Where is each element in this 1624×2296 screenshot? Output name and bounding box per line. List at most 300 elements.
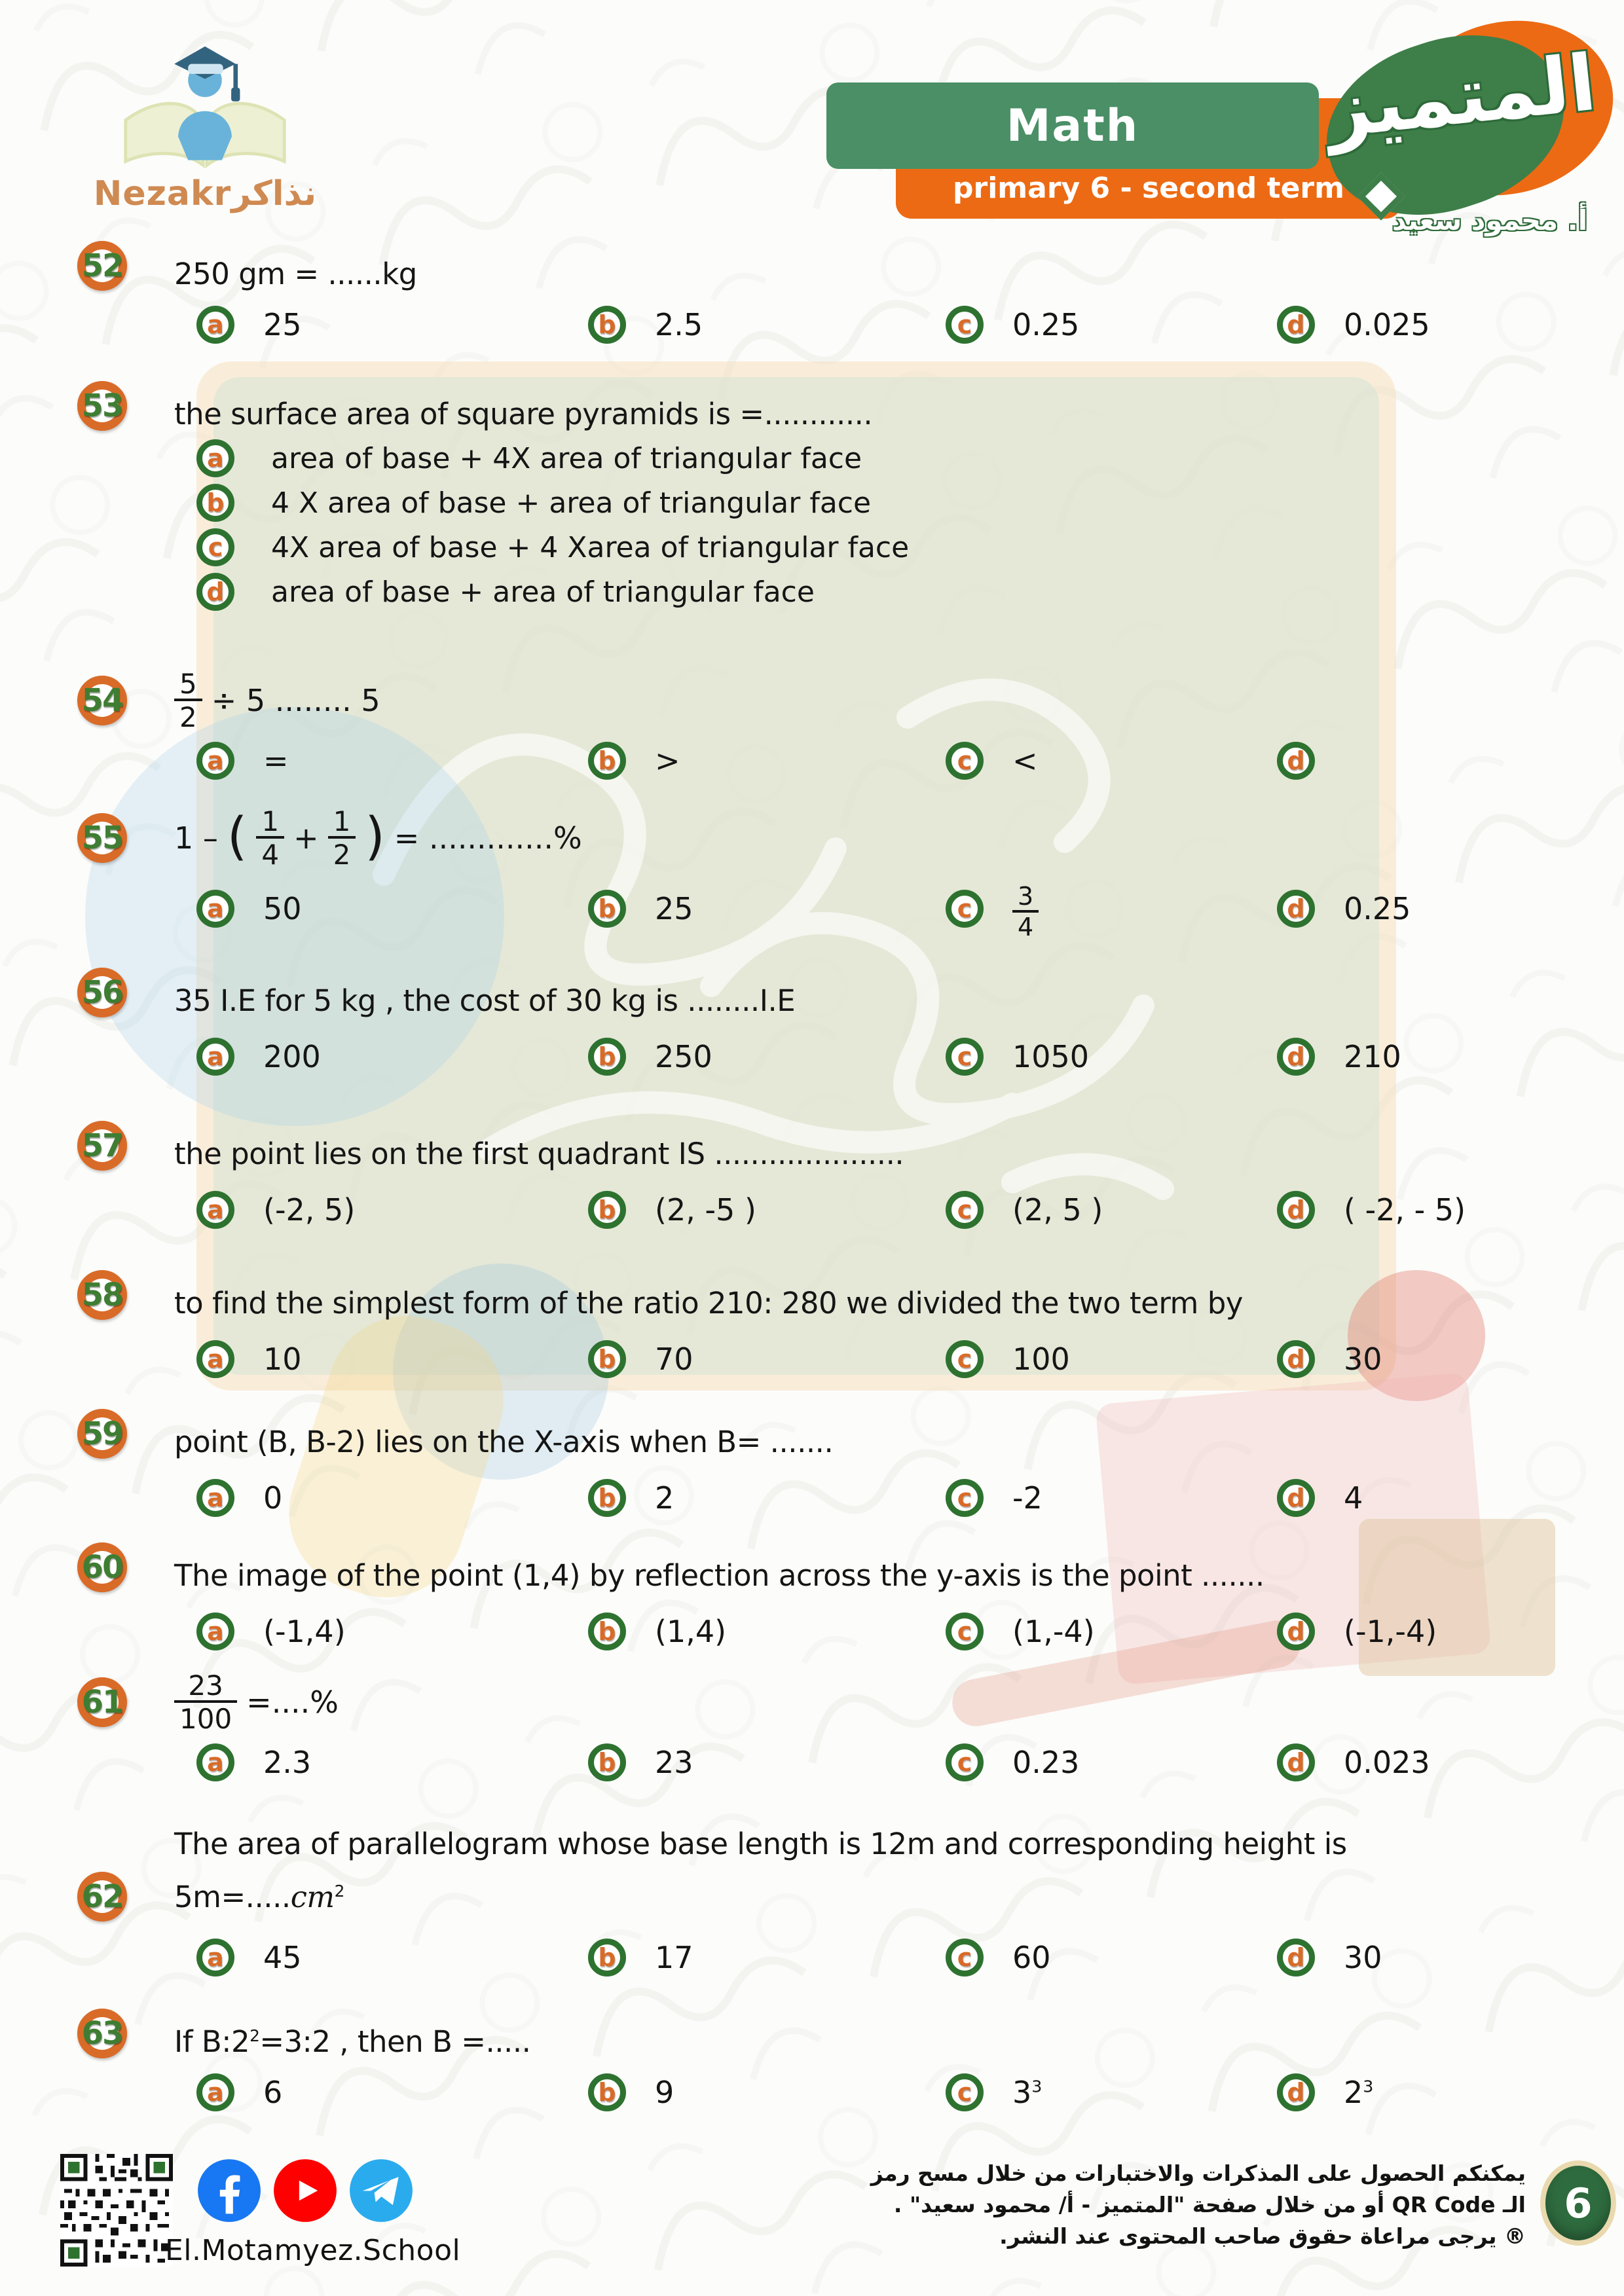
option-letter-badge: [1277, 1939, 1315, 1977]
question-text: point (B, B-2) lies on the X-axis when B= .......: [174, 1425, 834, 1459]
option-letter-badge: [1277, 1479, 1315, 1517]
option-letter-badge: [946, 1613, 984, 1650]
option-a[interactable]: [196, 1939, 588, 1977]
option-letter: a: [207, 746, 224, 775]
option-letter-badge: [588, 306, 626, 344]
option-value: (2, 5 ): [1012, 1192, 1103, 1228]
question-number: 59: [81, 1415, 123, 1452]
option-d[interactable]: [1277, 1038, 1583, 1076]
option-letter-badge: [196, 1479, 234, 1517]
footer-note-line: الـ QR Code أو من خلال صفحة "المتميز - أ/ محمود سعيد" .: [893, 2191, 1526, 2217]
option-letter-badge: [588, 742, 626, 780]
option-d[interactable]: [1277, 1613, 1583, 1650]
expression-text: 1 –: [174, 820, 218, 856]
option-letter: b: [206, 488, 225, 517]
expression-text: 5m=.....: [174, 1879, 291, 1914]
option-value: area of base + area of triangular face: [271, 575, 815, 609]
option-letter: b: [598, 310, 616, 339]
question-number-badge: [77, 2009, 127, 2058]
option-d[interactable]: [1277, 306, 1583, 344]
option-letter: b: [598, 1042, 616, 1071]
options-row: [196, 2073, 1583, 2111]
option-letter: c: [957, 1345, 972, 1374]
option-c[interactable]: [946, 1613, 1277, 1650]
question-expression: [174, 1671, 339, 1734]
option-letter: d: [1287, 1747, 1305, 1777]
option-value: 9: [655, 2075, 674, 2110]
question-text: 250 gm = ......kg: [174, 257, 417, 291]
option-value: 100: [1012, 1341, 1070, 1377]
option-value: (-1,4): [263, 1614, 346, 1649]
option-letter-badge: [946, 742, 984, 780]
youtube-icon[interactable]: [272, 2158, 338, 2223]
option-letter-badge: [588, 1939, 626, 1977]
option-c[interactable]: [946, 1743, 1277, 1781]
option-b[interactable]: [588, 1613, 946, 1650]
option-c[interactable]: [946, 1939, 1277, 1977]
option-value: =: [263, 742, 289, 778]
option-letter: b: [598, 1195, 616, 1224]
option-letter: c: [957, 310, 972, 339]
question-number: 54: [81, 682, 123, 720]
option-letter: a: [207, 1617, 224, 1646]
option-a[interactable]: [196, 1743, 588, 1781]
option-letter-badge: [946, 1479, 984, 1517]
question-56: [77, 968, 1583, 1076]
options-row: [196, 1743, 1583, 1781]
options-row: [196, 1479, 1583, 1517]
social-icons: [196, 2158, 414, 2223]
brand-ar: نذاكر: [231, 174, 317, 213]
expression-text: = .............%: [394, 820, 582, 856]
option-letter: a: [207, 2078, 224, 2107]
option-a[interactable]: [196, 439, 1583, 477]
option-letter: b: [598, 1617, 616, 1646]
option-value: (1,4): [655, 1614, 727, 1649]
page-number: 6: [1564, 2179, 1593, 2227]
option-value: 17: [655, 1940, 693, 1975]
option-letter: c: [208, 533, 223, 562]
option-value: 0.23: [1012, 1744, 1080, 1780]
option-letter-badge: [196, 890, 234, 928]
option-d[interactable]: [1277, 890, 1583, 928]
option-letter: c: [957, 1747, 972, 1777]
motamyez-logo: [1313, 4, 1624, 246]
question-63: [77, 2009, 1583, 2111]
option-value: 2.3: [263, 1744, 312, 1780]
question-expression: [174, 669, 380, 733]
option-letter-badge: [946, 1340, 984, 1378]
option-value: (-1,-4): [1344, 1614, 1437, 1649]
fraction: [328, 807, 356, 870]
option-letter: c: [957, 1943, 972, 1972]
fraction: [1012, 883, 1039, 941]
option-letter: c: [957, 746, 972, 775]
option-letter-badge: [588, 890, 626, 928]
option-c[interactable]: [946, 1191, 1277, 1229]
footer-note-line: ® يرجى مراعاة حقوق صاحب المحتوى عند النشر.: [999, 2223, 1526, 2249]
facebook-icon[interactable]: [196, 2158, 262, 2223]
option-d[interactable]: [1277, 1939, 1583, 1977]
question-number: 60: [81, 1549, 123, 1586]
close-paren: ): [365, 807, 385, 867]
options-row: [196, 306, 1583, 344]
exponent: 3: [1363, 2077, 1374, 2096]
option-letter: d: [1287, 1042, 1305, 1071]
option-letter: d: [1287, 1195, 1305, 1224]
option-a[interactable]: [196, 1191, 588, 1229]
option-c[interactable]: [946, 742, 1277, 780]
option-value: 0.023: [1344, 1744, 1430, 1780]
term-label: primary 6 - second term: [953, 172, 1344, 205]
question-number-badge: [77, 676, 127, 725]
option-letter: b: [598, 894, 616, 923]
school-handle[interactable]: El.Motamyez.School: [165, 2234, 461, 2267]
option-letter: c: [957, 894, 972, 923]
option-b[interactable]: [588, 890, 946, 928]
fraction: [174, 669, 202, 733]
option-letter-badge: [946, 890, 984, 928]
option-letter: b: [598, 1747, 616, 1777]
exponent: 2: [249, 2026, 260, 2045]
option-letter-badge: [588, 2073, 626, 2111]
footer-note: [707, 2158, 1526, 2252]
option-letter: d: [1287, 1617, 1305, 1646]
question-58: [77, 1270, 1583, 1378]
option-value: 0.025: [1344, 307, 1430, 342]
option-letter: c: [957, 2078, 972, 2107]
option-value: 0: [263, 1480, 283, 1516]
question-number: 55: [81, 820, 123, 857]
option-c[interactable]: [946, 1340, 1277, 1378]
expression-text: If B:2: [174, 2024, 250, 2059]
option-b[interactable]: [588, 1939, 946, 1977]
option-letter: d: [1287, 1943, 1305, 1972]
question-number: 58: [81, 1277, 123, 1313]
option-value: 25: [263, 307, 302, 342]
question-text: 35 I.E for 5 kg , the cost of 30 kg is ........I.E: [174, 983, 796, 1018]
option-letter-badge: [196, 1613, 234, 1650]
option-letter-badge: [1277, 1743, 1315, 1781]
fraction-denominator: 4: [1012, 910, 1039, 941]
fraction-denominator: 2: [328, 836, 356, 869]
option-letter-badge: [196, 528, 234, 566]
question-text: to find the simplest form of the ratio 210: 280 we divided the two term by: [174, 1286, 1243, 1321]
option-letter-badge: [196, 484, 234, 522]
option-letter: a: [207, 310, 224, 339]
page-number-badge: [1540, 2160, 1616, 2246]
options-row: [196, 877, 1583, 941]
option-letter: d: [1287, 746, 1305, 775]
question-number-badge: [77, 1121, 127, 1171]
question-text: The image of the point (1,4) by reflection across the y-axis is the point .......: [174, 1558, 1264, 1593]
option-letter-badge: [588, 1613, 626, 1650]
option-letter: b: [598, 1484, 616, 1512]
option-letter: c: [957, 1484, 972, 1512]
question-57: [77, 1121, 1583, 1229]
base: 3: [1012, 2075, 1032, 2110]
option-letter: c: [957, 1195, 972, 1224]
question-number-badge: [77, 1542, 127, 1592]
logo-title: المتميز: [1321, 37, 1600, 156]
option-value: >: [655, 742, 680, 778]
option-value: 0.25: [1012, 307, 1080, 342]
option-b[interactable]: [588, 742, 946, 780]
option-value: 250: [655, 1039, 712, 1074]
question-expression: [174, 807, 582, 870]
fraction: [174, 1671, 237, 1734]
option-letter-badge: [196, 742, 234, 780]
unit: cm: [290, 1879, 335, 1914]
option-value: 25: [655, 890, 693, 926]
qr-code: [60, 2154, 173, 2267]
option-letter-badge: [946, 1038, 984, 1076]
options-list: [196, 439, 1583, 611]
option-letter: d: [1287, 310, 1305, 339]
option-b[interactable]: [196, 484, 1583, 522]
option-letter: d: [206, 577, 225, 606]
option-letter: a: [207, 1345, 224, 1374]
options-row: [196, 1191, 1583, 1229]
nezakr-logo-text: [84, 174, 326, 213]
fraction-numerator: 5: [179, 668, 197, 700]
option-letter: a: [207, 444, 224, 473]
question-text-line1: The area of parallelogram whose base length is 12m and corresponding height is: [174, 1827, 1347, 1861]
option-value: 45: [263, 1940, 302, 1975]
option-letter: b: [598, 1345, 616, 1374]
option-value: <: [1012, 742, 1038, 778]
option-a[interactable]: [196, 2073, 588, 2111]
option-value: area of base + 4X area of triangular face: [271, 441, 862, 475]
fraction-denominator: 2: [174, 699, 202, 732]
option-b[interactable]: [588, 1340, 946, 1378]
option-d[interactable]: [1277, 1191, 1583, 1229]
option-a[interactable]: [196, 1613, 588, 1650]
option-b[interactable]: [588, 1191, 946, 1229]
option-c[interactable]: [946, 1038, 1277, 1076]
option-letter-badge: [946, 306, 984, 344]
question-number-badge: [77, 1409, 127, 1459]
option-letter: c: [957, 1617, 972, 1646]
subject-banner: [826, 82, 1319, 169]
base: 2: [1344, 2075, 1363, 2110]
expression-text: ÷ 5 ........ 5: [211, 683, 380, 719]
telegram-icon[interactable]: [348, 2158, 414, 2223]
fraction-numerator: 1: [261, 805, 280, 837]
option-value: 4X area of base + 4 Xarea of triangular face: [271, 530, 910, 564]
option-a[interactable]: [196, 306, 588, 344]
option-letter: a: [207, 894, 224, 923]
fraction-denominator: 4: [256, 836, 284, 869]
option-value: 200: [263, 1039, 321, 1074]
question-number-badge: [77, 1270, 127, 1320]
option-value: 6: [263, 2075, 283, 2110]
option-letter: a: [207, 1484, 224, 1512]
option-letter-badge: [196, 1340, 234, 1378]
question-text: the point lies on the first quadrant IS .....................: [174, 1137, 904, 1171]
option-letter: b: [598, 1943, 616, 1972]
option-letter: a: [207, 1747, 224, 1777]
option-value: 2: [655, 1480, 674, 1516]
question-number: 56: [81, 974, 123, 1011]
option-d[interactable]: [196, 573, 1583, 611]
option-value: 10: [263, 1341, 302, 1377]
option-letter-badge: [1277, 742, 1315, 780]
option-letter: b: [598, 2078, 616, 2107]
option-value: 30: [1344, 1341, 1382, 1377]
option-value: ( -2, - 5): [1344, 1192, 1466, 1228]
question-55: [77, 807, 1583, 941]
option-letter-badge: [588, 1479, 626, 1517]
question-number-badge: [77, 1872, 127, 1922]
option-c[interactable]: [946, 306, 1277, 344]
option-value: 30: [1344, 1940, 1382, 1975]
option-letter-badge: [1277, 890, 1315, 928]
nezakr-logo: [84, 31, 326, 213]
option-letter-badge: [196, 1038, 234, 1076]
options-row: [196, 1613, 1583, 1650]
option-value: 2.5: [655, 307, 703, 342]
option-d[interactable]: [1277, 1743, 1583, 1781]
option-c[interactable]: [946, 1479, 1277, 1517]
option-letter: a: [207, 1195, 224, 1224]
brand-en: Nezakr: [93, 174, 232, 213]
question-number-badge: [77, 1677, 127, 1727]
option-letter-badge: [1277, 1038, 1315, 1076]
option-letter-badge: [196, 306, 234, 344]
teacher-name: أ. محمود سعيد: [1392, 204, 1588, 236]
option-letter-badge: [196, 1191, 234, 1229]
option-letter: c: [957, 1042, 972, 1071]
option-letter-badge: [1277, 306, 1315, 344]
option-a[interactable]: [196, 1340, 588, 1378]
options-row: [196, 1038, 1583, 1076]
option-a[interactable]: [196, 742, 588, 780]
exponent: 3: [1031, 2077, 1043, 2096]
option-value: 4 X area of base + area of triangular face: [271, 486, 872, 520]
option-letter-badge: [196, 1743, 234, 1781]
option-letter-badge: [1277, 1340, 1315, 1378]
option-b[interactable]: [588, 1479, 946, 1517]
fraction-numerator: 1: [333, 805, 351, 837]
option-b[interactable]: [588, 306, 946, 344]
option-letter: b: [598, 746, 616, 775]
option-value: 1050: [1012, 1039, 1090, 1074]
question-number-badge: [77, 381, 127, 431]
question-61: [77, 1671, 1583, 1781]
option-c[interactable]: [946, 2073, 1277, 2111]
option-value: 0.25: [1344, 890, 1411, 926]
footer-note-line: يمكنكم الحصول على المذكرات والاختبارات من خلال مسح رمز: [870, 2160, 1526, 2186]
option-letter: d: [1287, 1345, 1305, 1374]
option-c[interactable]: [196, 528, 1583, 566]
option-letter-badge: [1277, 1191, 1315, 1229]
option-value: (2, -5 ): [655, 1192, 756, 1228]
option-letter-badge: [1277, 1613, 1315, 1650]
option-letter-badge: [588, 1038, 626, 1076]
option-value: 70: [655, 1341, 693, 1377]
option-letter: a: [207, 1943, 224, 1972]
option-letter-badge: [946, 1743, 984, 1781]
option-value: [1012, 877, 1039, 941]
expression-text: =3:2 , then B =.....: [259, 2024, 531, 2059]
option-value: 210: [1344, 1039, 1401, 1074]
options-row: [196, 1939, 1583, 1977]
option-letter-badge: [588, 1743, 626, 1781]
option-d[interactable]: [1277, 1340, 1583, 1378]
question-53: [77, 381, 1583, 611]
option-a[interactable]: [196, 1038, 588, 1076]
option-letter-badge: [946, 1939, 984, 1977]
option-value: 50: [263, 890, 302, 926]
option-letter-badge: [588, 1191, 626, 1229]
question-60: [77, 1542, 1583, 1650]
question-59: [77, 1409, 1583, 1517]
option-letter-badge: [946, 1191, 984, 1229]
fraction-numerator: 3: [1018, 881, 1034, 911]
question-number: 57: [81, 1127, 123, 1164]
option-value: -2: [1012, 1480, 1043, 1516]
question-number-badge: [77, 241, 127, 291]
option-value: 60: [1012, 1940, 1051, 1975]
question-text: [174, 2009, 530, 2059]
options-row: [196, 1340, 1583, 1378]
fraction-numerator: 23: [188, 1669, 223, 1702]
question-number-badge: [77, 813, 127, 863]
question-number: 63: [81, 2015, 123, 2052]
option-letter-badge: [196, 439, 234, 477]
option-letter-badge: [196, 573, 234, 611]
option-a[interactable]: [196, 1479, 588, 1517]
option-letter-badge: [588, 1340, 626, 1378]
question-number: 53: [81, 388, 123, 424]
question-text-line2: [174, 1880, 344, 1914]
option-value: (-2, 5): [263, 1192, 356, 1228]
options-row: [196, 742, 1583, 780]
option-b[interactable]: [588, 1038, 946, 1076]
nezakr-logo-icon: [107, 31, 303, 169]
option-a[interactable]: [196, 890, 588, 928]
question-number: 61: [81, 1684, 123, 1721]
option-d[interactable]: [1277, 742, 1583, 780]
question-number: 52: [81, 247, 123, 284]
option-letter: d: [1287, 1484, 1305, 1512]
option-value: 4: [1344, 1480, 1363, 1516]
option-letter-badge: [196, 2073, 234, 2111]
option-d[interactable]: [1277, 1479, 1583, 1517]
option-letter: d: [1287, 2078, 1305, 2107]
option-b[interactable]: [588, 1743, 946, 1781]
option-letter: d: [1287, 894, 1305, 923]
option-value: [1012, 2075, 1042, 2110]
option-value: 23: [655, 1744, 693, 1780]
option-letter-badge: [946, 2073, 984, 2111]
question-62: [77, 1827, 1583, 1977]
open-paren: (: [227, 807, 248, 867]
expression-text: =....%: [246, 1685, 339, 1721]
operator: +: [293, 820, 319, 856]
question-text: the surface area of square pyramids is =............: [174, 397, 873, 431]
option-d[interactable]: [1277, 2073, 1583, 2111]
option-value: (1,-4): [1012, 1614, 1095, 1649]
option-b[interactable]: [588, 2073, 946, 2111]
option-c[interactable]: [946, 877, 1277, 941]
question-52: [77, 241, 1583, 344]
fraction: [256, 807, 284, 870]
subject-title: Math: [1006, 100, 1139, 152]
fraction-denominator: 100: [174, 1700, 237, 1734]
question-54: [77, 669, 1583, 780]
